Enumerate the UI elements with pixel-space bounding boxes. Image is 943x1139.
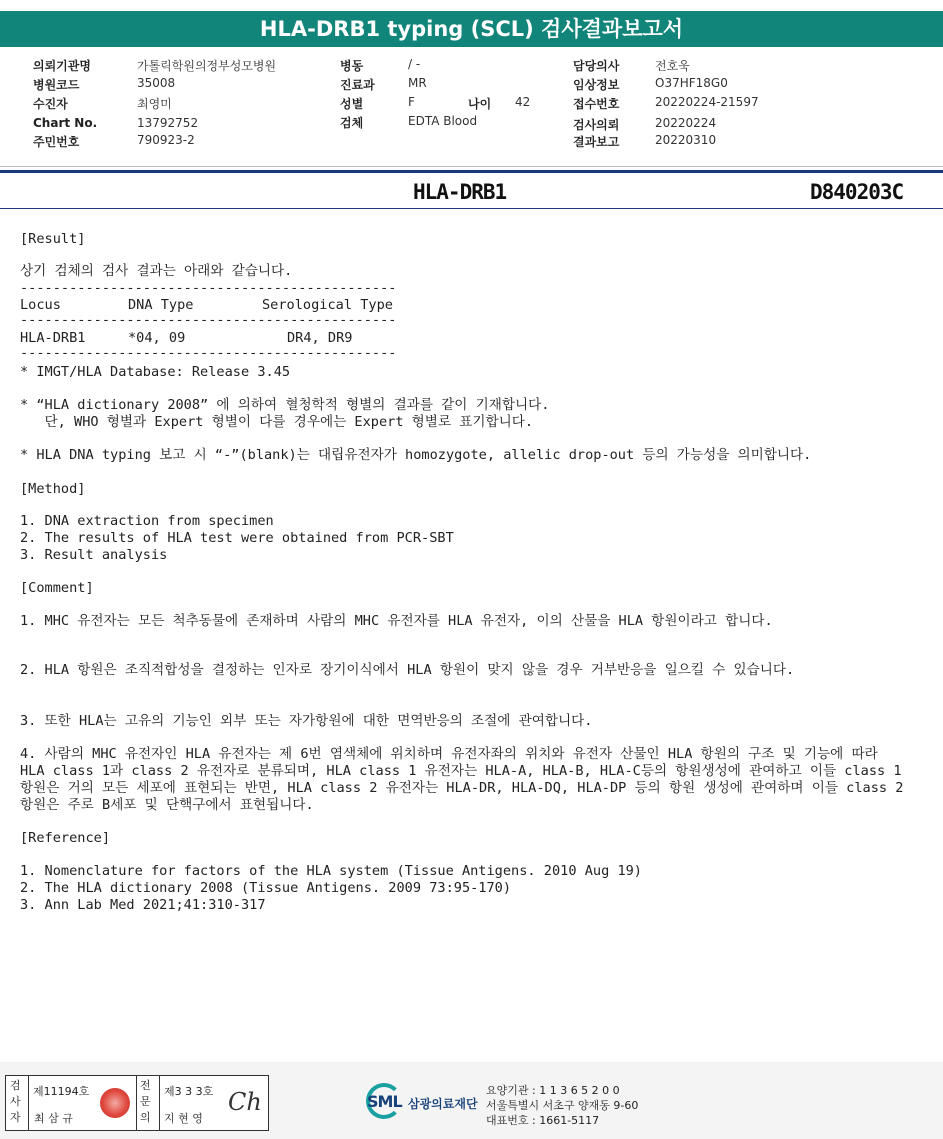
info-label: 성별 (340, 97, 364, 111)
info-label: 임상정보 (573, 78, 620, 92)
col-sero: Serological Type (262, 297, 393, 313)
comment-item: 2. HLA 항원은 조직적합성을 결정하는 인자로 장기이식에서 HLA 항원이 맞지 않을 경우 거부반응을 일으킬 수 있습니다. (20, 662, 795, 678)
method-item: 3. Result analysis (20, 547, 168, 563)
info-label: 접수번호 (573, 97, 620, 111)
reference-item: 2. The HLA dictionary 2008 (Tissue Antigens. 2009 73:95-170) (20, 880, 512, 896)
age-label: 나이 (468, 97, 492, 111)
comment-item: 3. 또한 HLA는 고유의 기능인 외부 또는 자가항원에 대한 면역반응의 조절에 관여합니다. (20, 713, 593, 729)
examiner-no: 제11194호 (33, 1085, 90, 1098)
cell-dna: *04, 09 (128, 330, 186, 346)
info-label: 병원코드 (33, 78, 80, 92)
org-code: 요양기관 : 1 1 3 6 5 2 0 0 (486, 1084, 620, 1097)
info-value: 20220224-21597 (655, 95, 759, 109)
comment-item: 1. MHC 유전자는 모든 척추동물에 존재하며 사람의 MHC 유전자를 HLA 유전자, 이의 산물을 HLA 항원이라고 합니다. (20, 613, 773, 629)
info-value: 20220310 (655, 133, 717, 147)
info-label: 검사의뢰 (573, 118, 620, 132)
method-item: 2. The results of HLA test were obtained from PCR-SBT (20, 530, 454, 546)
info-label: 진료과 (340, 78, 375, 92)
age-value: 42 (515, 95, 531, 109)
examiner-seal (100, 1088, 130, 1118)
info-value: EDTA Blood (408, 114, 478, 128)
info-value: 최영미 (137, 97, 172, 111)
test-name: HLA-DRB1 (413, 180, 507, 204)
col-locus: Locus (20, 297, 61, 313)
report-title: HLA-DRB1 typing (SCL) 검사결과보고서 (0, 11, 943, 47)
note-item: * HLA DNA typing 보고 시 “-”(blank)는 대립유전자가 homozygote, allelic drop-out 등의 가능성을 의미합니다. (20, 447, 812, 463)
result-header: [Result] (20, 231, 86, 247)
info-value: 13792752 (137, 116, 199, 130)
reference-header: [Reference] (20, 830, 111, 846)
info-value: 35008 (137, 76, 176, 90)
examiner-label: 검사자 (10, 1079, 21, 1124)
col-dna: DNA Type (128, 297, 194, 313)
examiner-name: 최 삼 규 (34, 1112, 73, 1125)
method-item: 1. DNA extraction from specimen (20, 513, 274, 529)
cell-locus: HLA-DRB1 (20, 330, 86, 346)
org-address: 서울특별시 서초구 양재동 9-60 (486, 1099, 639, 1112)
note-item: * “HLA dictionary 2008” 에 의하여 혈청학적 형별의 결과를 같이 기재합니다. 단, WHO 형별과 Expert 형별이 다를 경우에는 Expert 형별로 표기합니다. (20, 397, 550, 430)
divider-thin (0, 166, 943, 167)
method-header: [Method] (20, 481, 86, 497)
info-value: 가톨릭학원의정부성모병원 (137, 59, 277, 73)
specialist-name: 지 현 영 (164, 1112, 203, 1125)
test-code: D840203C (810, 180, 904, 204)
info-value: 790923-2 (137, 133, 195, 147)
table-divider: ---------------------------------------------- (20, 345, 397, 361)
info-value: 전호욱 (655, 59, 690, 73)
info-label: 주민번호 (33, 135, 80, 149)
info-label: 수진자 (33, 97, 68, 111)
table-divider: ---------------------------------------------- (20, 280, 397, 296)
comment-header: [Comment] (20, 580, 94, 596)
info-value: MR (408, 76, 427, 90)
divider-blue (0, 170, 943, 173)
note-item: * IMGT/HLA Database: Release 3.45 (20, 364, 291, 380)
reference-item: 1. Nomenclature for factors of the HLA system (Tissue Antigens. 2010 Aug 19) (20, 863, 642, 879)
org-name: 삼광의료재단 (408, 1097, 478, 1111)
table-divider: ---------------------------------------------- (20, 312, 397, 328)
comment-item: 4. 사람의 MHC 유전자인 HLA 유전자는 제 6번 염색체에 위치하며 유전자좌의 위치와 유전자 산물인 HLA 항원의 구조 및 기능에 따라 HLA class 1과 class 2 유전자로 분류되며, HLA class 1 유전자는 HLA-A, HLA-B, HLA-C등의 항원생성에 관여하고 이들 class 1 항원은 거의 모든 세포에 표현되는 반면, HLA class 2 유전자는 HLA-DR, HLA-DQ, HLA-DP 등의 항원 생성에 관여하며 이들 class 2 항원은 주로 B세포 및 단핵구에서 표현됩니다. (20, 746, 904, 813)
cell-sero: DR4, DR9 (287, 330, 353, 346)
specialist-label: 전문의 (140, 1079, 151, 1124)
info-label: 결과보고 (573, 135, 620, 149)
info-label: 담당의사 (573, 59, 620, 73)
info-label: Chart No. (33, 116, 98, 130)
info-value: F (408, 95, 415, 109)
info-label: 의뢰기관명 (33, 59, 91, 73)
logo-text: SML (367, 1092, 402, 1111)
info-value: 20220224 (655, 116, 717, 130)
info-label: 병동 (340, 59, 364, 73)
info-value: / - (408, 57, 421, 71)
signature: Ch (228, 1088, 262, 1116)
info-label: 검체 (340, 116, 364, 130)
org-info (486, 1083, 638, 1128)
info-value: O37HF18G0 (655, 76, 728, 90)
reference-item: 3. Ann Lab Med 2021;41:310-317 (20, 897, 266, 913)
signature-box (5, 1075, 269, 1131)
specialist-no: 제3 3 3호 (164, 1085, 214, 1098)
divider-heading (0, 208, 943, 209)
result-intro: 상기 검체의 검사 결과는 아래와 같습니다. (20, 263, 293, 279)
org-phone: 대표번호 : 1661-5117 (486, 1114, 600, 1127)
